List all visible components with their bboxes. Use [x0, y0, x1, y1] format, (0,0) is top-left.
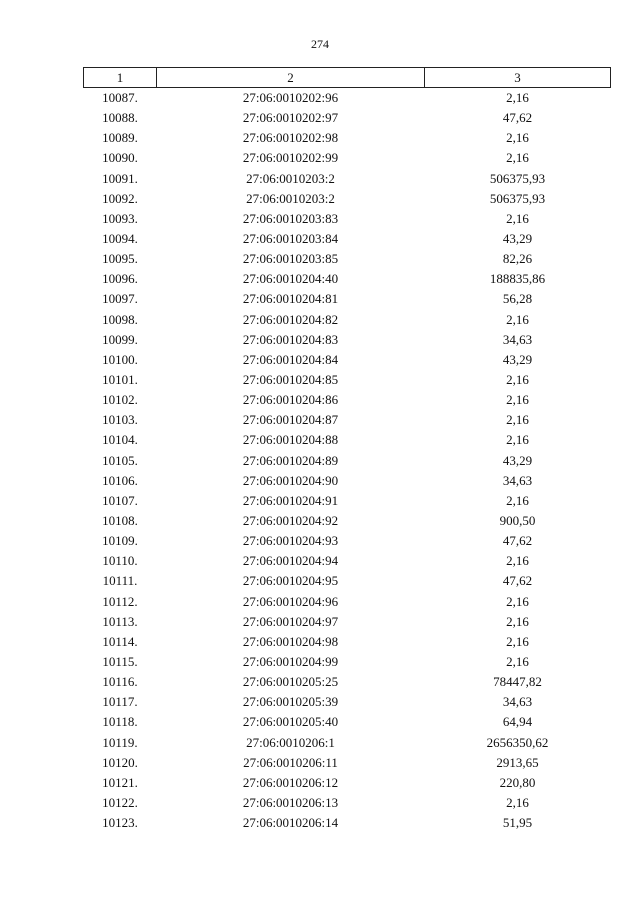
table-row	[84, 108, 611, 128]
table-row	[84, 571, 611, 591]
row-number-cell: 10118.	[102, 714, 138, 730]
table-row	[84, 753, 611, 773]
cadastral-number-cell: 27:06:0010206:12	[242, 774, 339, 790]
table-row	[84, 733, 611, 753]
cadastral-number-cell: 27:06:0010204:82	[242, 311, 339, 327]
row-number-cell: 10114.	[102, 633, 138, 649]
cadastral-number-cell: 27:06:0010204:84	[242, 351, 339, 367]
value-cell: 34,63	[502, 694, 533, 710]
row-number-cell: 10104.	[102, 432, 138, 448]
row-number-cell: 10106.	[102, 472, 138, 488]
cadastral-number-cell: 27:06:0010204:90	[242, 472, 339, 488]
row-number-cell: 10087.	[102, 90, 138, 106]
cadastral-number-cell: 27:06:0010204:97	[242, 613, 339, 629]
value-cell: 47,62	[502, 110, 533, 126]
row-number-cell: 10110.	[102, 553, 138, 569]
row-number-cell: 10088.	[102, 110, 138, 126]
table-row	[84, 350, 611, 370]
cadastral-number-cell: 27:06:0010203:2	[246, 190, 335, 206]
table-row	[84, 793, 611, 813]
table-row	[84, 773, 611, 793]
page-number: 274	[311, 37, 329, 51]
cadastral-number-cell: 27:06:0010204:40	[242, 271, 339, 287]
row-number-cell: 10098.	[102, 311, 138, 327]
value-cell: 43,29	[502, 231, 533, 247]
row-number-cell: 10094.	[102, 231, 138, 247]
row-number-cell: 10123.	[102, 815, 138, 831]
row-number-cell: 10113.	[102, 613, 138, 629]
column-header-2: 2	[157, 68, 425, 88]
value-cell: 82,26	[502, 251, 533, 267]
row-number-cell: 10117.	[102, 694, 138, 710]
table-row	[84, 189, 611, 209]
table-row	[84, 169, 611, 189]
cadastral-number-cell: 27:06:0010203:85	[242, 251, 339, 267]
row-number-cell: 10092.	[102, 190, 138, 206]
row-number-cell: 10097.	[102, 291, 138, 307]
table-row	[84, 289, 611, 309]
table-row	[84, 491, 611, 511]
table-row	[84, 632, 611, 652]
value-cell: 2,16	[506, 492, 529, 508]
cadastral-number-cell: 27:06:0010204:89	[242, 452, 339, 468]
row-number-cell: 10102.	[102, 392, 138, 408]
table-row	[84, 148, 611, 168]
row-number-cell: 10091.	[102, 170, 138, 186]
cadastral-number-cell: 27:06:0010202:98	[242, 130, 339, 146]
table-row	[84, 410, 611, 430]
table-row	[84, 471, 611, 491]
cadastral-number-cell: 27:06:0010202:96	[242, 90, 339, 106]
column-header-3: 3	[425, 68, 611, 88]
cadastral-number-cell: 27:06:0010204:96	[242, 593, 339, 609]
cadastral-number-cell: 27:06:0010205:39	[242, 694, 339, 710]
table-row	[84, 592, 611, 612]
table-body	[84, 88, 611, 834]
cadastral-number-cell: 27:06:0010206:1	[246, 734, 335, 750]
cadastral-number-cell: 27:06:0010205:25	[242, 674, 339, 690]
cadastral-number-cell: 27:06:0010206:14	[242, 815, 339, 831]
table-row	[84, 310, 611, 330]
value-cell: 2,16	[506, 372, 529, 388]
cadastral-number-cell: 27:06:0010204:93	[242, 533, 339, 549]
row-number-cell: 10100.	[102, 351, 138, 367]
row-number-cell: 10105.	[102, 452, 138, 468]
table-row	[84, 672, 611, 692]
table-row	[84, 209, 611, 229]
value-cell: 43,29	[502, 452, 533, 468]
value-cell: 2,16	[506, 150, 529, 166]
value-cell: 2,16	[506, 553, 529, 569]
cadastral-number-cell: 27:06:0010204:98	[242, 633, 339, 649]
value-cell: 2,16	[506, 130, 529, 146]
row-number-cell: 10120.	[102, 754, 138, 770]
cadastral-number-cell: 27:06:0010204:83	[242, 331, 339, 347]
table-row	[84, 551, 611, 571]
table-row	[84, 612, 611, 632]
table-row	[84, 652, 611, 672]
cadastral-number-cell: 27:06:0010204:92	[242, 513, 339, 529]
row-number-cell: 10090.	[102, 150, 138, 166]
cadastral-number-cell: 27:06:0010204:88	[242, 432, 339, 448]
row-number-cell: 10116.	[102, 674, 138, 690]
table-row	[84, 390, 611, 410]
value-cell: 2,16	[506, 412, 529, 428]
value-cell: 2913,65	[496, 754, 539, 770]
cadastral-number-cell: 27:06:0010202:99	[242, 150, 339, 166]
row-number-cell: 10096.	[102, 271, 138, 287]
cadastral-number-cell: 27:06:0010206:13	[242, 794, 339, 810]
row-number-cell: 10089.	[102, 130, 138, 146]
table-row	[84, 88, 611, 109]
cadastral-number-cell: 27:06:0010204:95	[242, 573, 339, 589]
cadastral-number-cell: 27:06:0010202:97	[242, 110, 339, 126]
cadastral-number-cell: 27:06:0010206:11	[243, 754, 338, 770]
row-number-cell: 10101.	[102, 372, 138, 388]
table-row	[84, 330, 611, 350]
row-number-cell: 10111.	[102, 573, 138, 589]
value-cell: 47,62	[502, 533, 533, 549]
value-cell: 2,16	[506, 311, 529, 327]
table-row	[84, 249, 611, 269]
cadastral-number-cell: 27:06:0010203:83	[242, 210, 339, 226]
value-cell: 506375,93	[489, 170, 546, 186]
cadastral-number-cell: 27:06:0010204:81	[242, 291, 339, 307]
value-cell: 2,16	[506, 633, 529, 649]
table-row	[84, 451, 611, 471]
row-number-cell: 10093.	[102, 210, 138, 226]
cadastral-number-cell: 27:06:0010204:87	[242, 412, 339, 428]
table-row	[84, 511, 611, 531]
value-cell: 34,63	[502, 331, 533, 347]
table-row	[84, 531, 611, 551]
value-cell: 56,28	[502, 291, 533, 307]
row-number-cell: 10119.	[102, 734, 138, 750]
table-row	[84, 269, 611, 289]
value-cell: 2,16	[506, 90, 529, 106]
value-cell: 2,16	[506, 432, 529, 448]
table-row	[84, 128, 611, 148]
table-row	[84, 813, 611, 833]
value-cell: 2,16	[506, 794, 529, 810]
column-header-1: 1	[84, 68, 157, 88]
table-row	[84, 370, 611, 390]
value-cell: 506375,93	[489, 190, 546, 206]
table-row	[84, 712, 611, 732]
value-cell: 34,63	[502, 472, 533, 488]
cadastral-number-cell: 27:06:0010205:40	[242, 714, 339, 730]
registry-table	[83, 67, 611, 833]
row-number-cell: 10103.	[102, 412, 138, 428]
value-cell: 78447,82	[493, 674, 542, 690]
value-cell: 2,16	[506, 593, 529, 609]
table-row	[84, 692, 611, 712]
row-number-cell: 10115.	[102, 654, 138, 669]
table-row	[84, 229, 611, 249]
value-cell: 2,16	[506, 613, 529, 629]
table-row	[84, 430, 611, 450]
value-cell: 220,80	[499, 774, 536, 790]
value-cell: 900,50	[499, 513, 536, 529]
cadastral-number-cell: 27:06:0010204:85	[242, 372, 339, 388]
row-number-cell: 10108.	[102, 513, 138, 529]
value-cell: 2656350,62	[486, 734, 549, 750]
row-number-cell: 10107.	[102, 492, 138, 508]
cadastral-number-cell: 27:06:0010203:84	[242, 231, 339, 247]
row-number-cell: 10109.	[102, 533, 138, 549]
value-cell: 64,94	[502, 714, 533, 730]
cadastral-number-cell: 27:06:0010204:91	[242, 492, 339, 508]
table-header-row	[84, 68, 611, 88]
cadastral-number-cell: 27:06:0010204:99	[242, 654, 339, 669]
row-number-cell: 10112.	[102, 593, 138, 609]
row-number-cell: 10095.	[102, 251, 138, 267]
cadastral-number-cell: 27:06:0010204:86	[242, 392, 339, 408]
row-number-cell: 10122.	[102, 794, 138, 810]
value-cell: 188835,86	[489, 271, 546, 287]
value-cell: 2,16	[506, 210, 529, 226]
value-cell: 2,16	[506, 392, 529, 408]
row-number-cell: 10099.	[102, 331, 138, 347]
value-cell: 2,16	[506, 654, 529, 669]
value-cell: 47,62	[502, 573, 533, 589]
value-cell: 43,29	[502, 351, 533, 367]
cadastral-number-cell: 27:06:0010204:94	[242, 553, 339, 569]
row-number-cell: 10121.	[102, 774, 138, 790]
value-cell: 51,95	[502, 815, 533, 831]
cadastral-number-cell: 27:06:0010203:2	[246, 170, 335, 186]
